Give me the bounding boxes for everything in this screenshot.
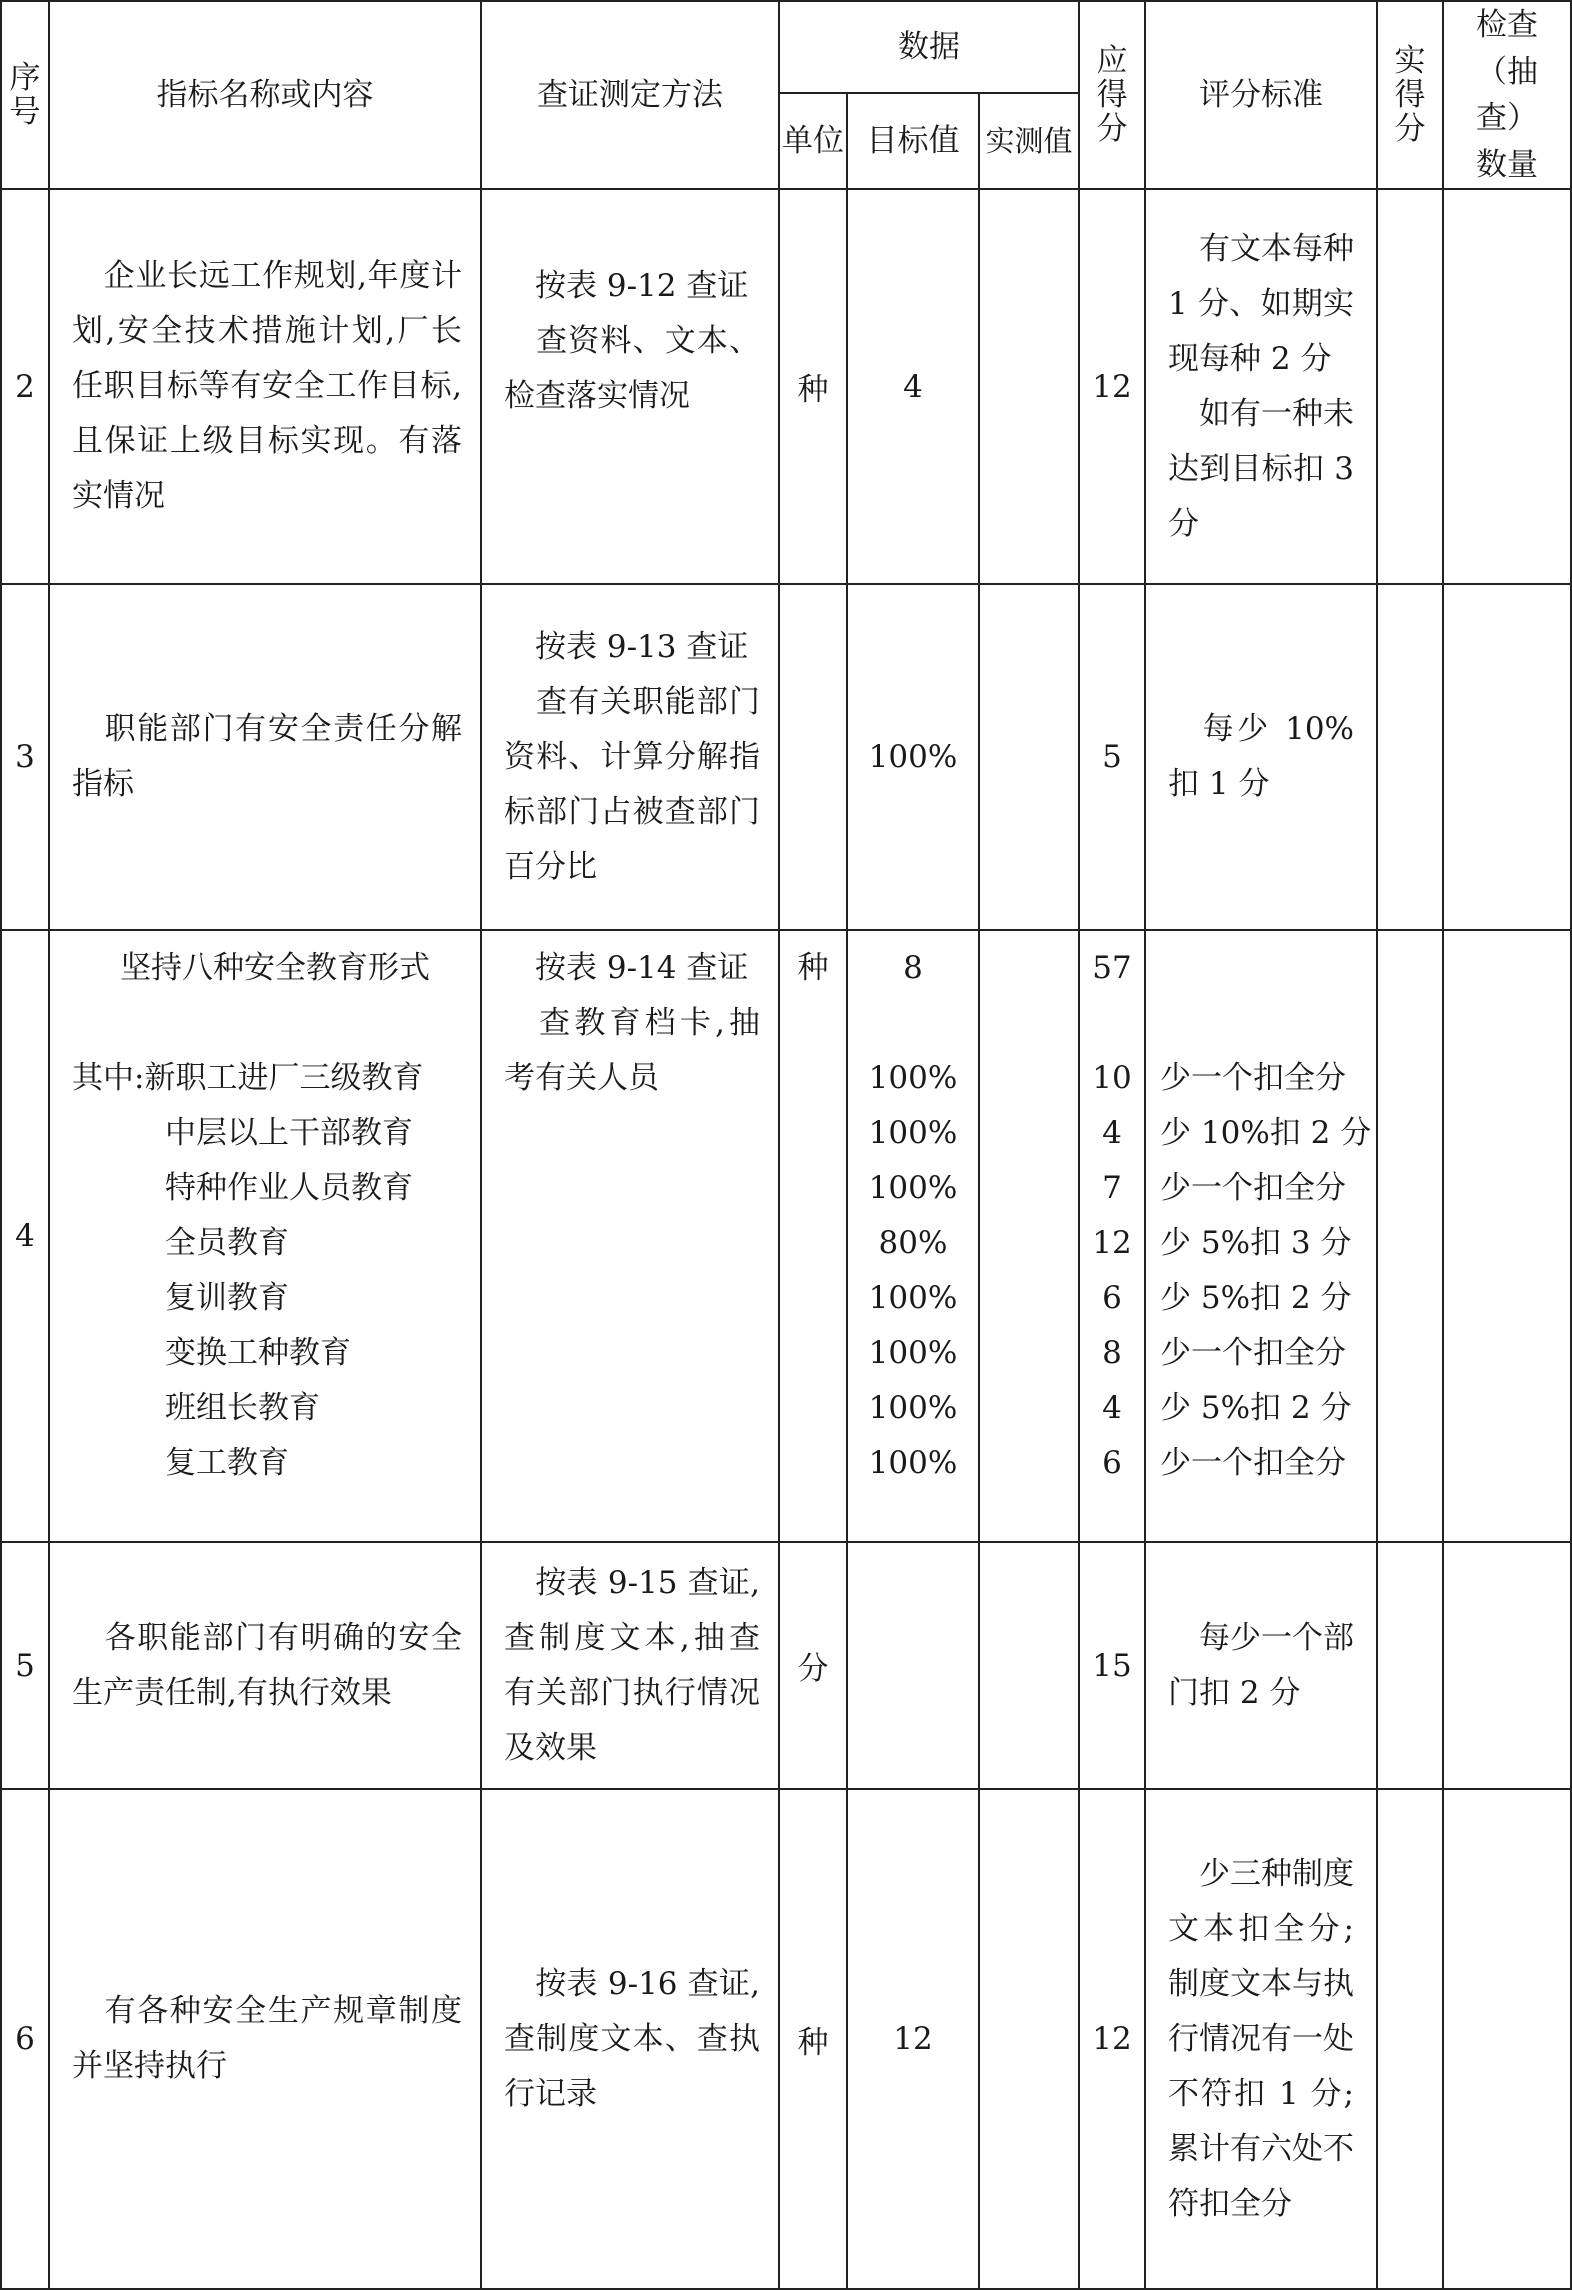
row-due: 12 [1079,1789,1145,2289]
row-target [847,930,979,1542]
row-actual [1377,930,1443,1542]
row-name [49,930,481,1542]
row-unit: 种 [779,1789,847,2289]
row-method: 按表 9-16 查证,查制度文本、查执行记录 [481,1789,779,2289]
row-measured [979,584,1079,930]
header-unit: 单位 [779,93,847,189]
row-method: 按表 9-13 查证 查有关职能部门资料、计算分解指标部门占被查部门百分比 [481,584,779,930]
row-check [1443,584,1571,930]
row-sub-dues: 10 4 7 12 6 8 4 6 [1092,1060,1132,1481]
table-row [1,1789,1571,2289]
row-actual [1377,189,1443,584]
row-target: 100% [847,584,979,930]
header-method: 查证测定方法 [481,1,779,189]
row-measured [979,1542,1079,1789]
row-unit: 分 [779,1542,847,1789]
row-check [1443,930,1571,1542]
row-sub-targets: 100% 100% 100% 80% 100% 100% 100% 100% [868,1060,958,1481]
header-measured: 实测值 [979,93,1079,189]
row-actual [1377,584,1443,930]
row-name: 有各种安全生产规章制度并坚持执行 [49,1789,481,2289]
row-measured [979,1789,1079,2289]
row-due [1079,930,1145,1542]
row-target-total: 8 [903,950,923,986]
row-due-total: 57 [1092,950,1132,986]
header-data: 数据 [779,1,1079,93]
header-actual: 实得分 [1377,1,1443,189]
row-unit [779,584,847,930]
row-seq: 6 [1,1789,49,2289]
header-due: 应得分 [1079,1,1145,189]
row-due: 12 [1079,189,1145,584]
row-name: 企业长远工作规划,年度计划,安全技术措施计划,厂长任职目标等有安全工作目标,且保证上级目标实现。有落实情况 [49,189,481,584]
row-method: 按表 9-12 查证 查资料、文本、检查落实情况 [481,189,779,584]
row-name: 职能部门有安全责任分解指标 [49,584,481,930]
row-measured [979,189,1079,584]
header-criteria: 评分标准 [1145,1,1377,189]
header-seq: 序号 [1,1,49,189]
row-method: 按表 9-15 查证,查制度文本,抽查有关部门执行情况及效果 [481,1542,779,1789]
row-sub-criteria: 少一个扣全分 少 10%扣 2 分 少一个扣全分 少 5%扣 3 分 少 5%扣 2 分 少一个扣全分 少 5%扣 2 分 少一个扣全分 [1160,1060,1372,1481]
row-sub-names: 其中:新职工进厂三级教育 中层以上干部教育 特种作业人员教育 全员教育 复训教育 变换工种教育 班组长教育 复工教育 [72,1060,424,1481]
row-due: 5 [1079,584,1145,930]
row-seq: 5 [1,1542,49,1789]
row-criteria: 每少 10%扣 1 分 [1145,584,1377,930]
row-unit: 种 [779,930,847,1542]
row-actual [1377,1542,1443,1789]
row-criteria: 少三种制度文本扣全分;制度文本与执行情况有一处不符扣 1 分;累计有六处不符扣全分 [1145,1789,1377,2289]
row-method: 按表 9-14 查证 查教育档卡,抽考有关人员 [481,930,779,1542]
row-criteria: 有文本每种 1 分、如期实现每种 2 分 如有一种未达到目标扣 3 分 [1145,189,1377,584]
header-target: 目标值 [847,93,979,189]
row-name: 各职能部门有明确的安全生产责任制,有执行效果 [49,1542,481,1789]
table-row [1,584,1571,930]
table-row [1,930,1571,1542]
row-seq: 2 [1,189,49,584]
row-due: 15 [1079,1542,1145,1789]
header-row [1,1,1571,93]
row-actual [1377,1789,1443,2289]
row-target: 12 [847,1789,979,2289]
row-seq: 3 [1,584,49,930]
row-target [847,1542,979,1789]
row-criteria [1145,930,1377,1542]
table-row [1,189,1571,584]
header-name: 指标名称或内容 [49,1,481,189]
row-check [1443,1789,1571,2289]
row-name-title: 坚持八种安全教育形式 [120,950,430,986]
row-check [1443,1542,1571,1789]
row-seq: 4 [1,930,49,1542]
row-criteria: 每少一个部门扣 2 分 [1145,1542,1377,1789]
header-check: 检查（抽查）数量 [1443,1,1571,189]
row-unit: 种 [779,189,847,584]
row-measured [979,930,1079,1542]
row-check [1443,189,1571,584]
row-target: 4 [847,189,979,584]
table-row [1,1542,1571,1789]
